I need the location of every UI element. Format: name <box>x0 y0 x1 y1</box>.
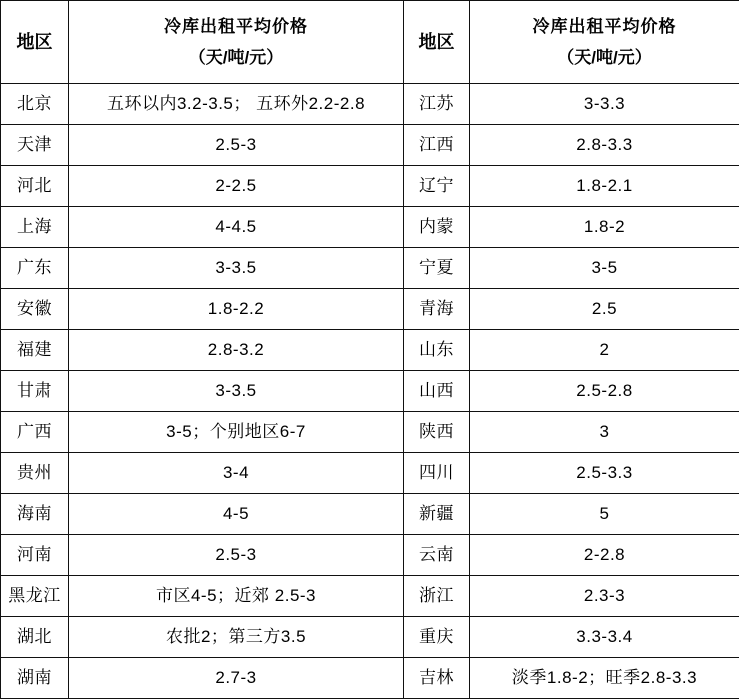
cell-region-left: 湖南 <box>1 658 69 699</box>
header-price-right <box>470 1 739 84</box>
table-row <box>1 535 739 576</box>
header-region-right: 地区 <box>404 1 470 84</box>
cell-price-right: 2.5-3.3 <box>470 453 739 494</box>
cell-price-left: 4-4.5 <box>69 207 404 248</box>
table-row <box>1 207 739 248</box>
cell-region-left: 上海 <box>1 207 69 248</box>
cell-price-right: 2.5 <box>470 289 739 330</box>
cell-price-left: 市区4-5；近郊 2.5-3 <box>69 576 404 617</box>
table-row <box>1 125 739 166</box>
cell-region-left: 广西 <box>1 412 69 453</box>
table-row <box>1 330 739 371</box>
header-price-left-line1: 冷库出租平均价格 <box>164 16 308 36</box>
table-row <box>1 576 739 617</box>
cell-region-right: 四川 <box>404 453 470 494</box>
cell-region-left: 广东 <box>1 248 69 289</box>
cell-price-right: 2-2.8 <box>470 535 739 576</box>
table-row <box>1 289 739 330</box>
table-header <box>1 1 739 84</box>
cell-region-left: 河南 <box>1 535 69 576</box>
cell-region-right: 江苏 <box>404 84 470 125</box>
cell-region-right: 云南 <box>404 535 470 576</box>
cell-price-right: 2.3-3 <box>470 576 739 617</box>
cell-price-left: 3-5；个别地区6-7 <box>69 412 404 453</box>
cell-price-right: 3-5 <box>470 248 739 289</box>
header-region-left: 地区 <box>1 1 69 84</box>
table-body <box>1 84 739 699</box>
cell-price-right: 2 <box>470 330 739 371</box>
cell-price-right: 2.8-3.3 <box>470 125 739 166</box>
cell-region-left: 北京 <box>1 84 69 125</box>
cell-price-left: 2.5-3 <box>69 535 404 576</box>
table-row <box>1 166 739 207</box>
header-price-left <box>69 1 404 84</box>
header-price-right-line1: 冷库出租平均价格 <box>532 16 677 36</box>
cell-region-left: 湖北 <box>1 617 69 658</box>
cell-region-left: 海南 <box>1 494 69 535</box>
cell-region-right: 宁夏 <box>404 248 470 289</box>
cell-price-left: 4-5 <box>69 494 404 535</box>
table-row <box>1 617 739 658</box>
cell-price-right: 3 <box>470 412 739 453</box>
cell-region-right: 江西 <box>404 125 470 166</box>
cell-region-right: 内蒙 <box>404 207 470 248</box>
cell-region-left: 福建 <box>1 330 69 371</box>
cell-price-right: 3-3.3 <box>470 84 739 125</box>
table-row <box>1 371 739 412</box>
header-price-left-line2: （天/吨/元） <box>188 48 284 67</box>
cell-region-right: 山东 <box>404 330 470 371</box>
cell-price-right: 3.3-3.4 <box>470 617 739 658</box>
cell-region-left: 黑龙江 <box>1 576 69 617</box>
cell-region-left: 贵州 <box>1 453 69 494</box>
table-row <box>1 412 739 453</box>
cell-price-left: 3-3.5 <box>69 371 404 412</box>
cell-region-right: 青海 <box>404 289 470 330</box>
cell-price-left: 1.8-2.2 <box>69 289 404 330</box>
cell-price-right: 1.8-2 <box>470 207 739 248</box>
header-row <box>1 1 739 84</box>
cell-region-left: 天津 <box>1 125 69 166</box>
cell-price-right: 淡季1.8-2；旺季2.8-3.3 <box>470 658 739 699</box>
header-price-right-line2: （天/吨/元） <box>557 48 652 67</box>
cell-price-left: 3-3.5 <box>69 248 404 289</box>
table-row <box>1 453 739 494</box>
cell-price-right: 5 <box>470 494 739 535</box>
table-row <box>1 248 739 289</box>
cell-region-left: 甘肃 <box>1 371 69 412</box>
cell-region-left: 河北 <box>1 166 69 207</box>
cell-region-right: 辽宁 <box>404 166 470 207</box>
cell-price-left: 2.8-3.2 <box>69 330 404 371</box>
cell-price-left: 2.5-3 <box>69 125 404 166</box>
cell-price-left: 五环以内3.2-3.5； 五环外2.2-2.8 <box>69 84 404 125</box>
cell-price-right: 2.5-2.8 <box>470 371 739 412</box>
cell-region-left: 安徽 <box>1 289 69 330</box>
table-row <box>1 658 739 699</box>
cell-price-right: 1.8-2.1 <box>470 166 739 207</box>
cell-price-left: 农批2；第三方3.5 <box>69 617 404 658</box>
cell-region-right: 陕西 <box>404 412 470 453</box>
cell-price-left: 3-4 <box>69 453 404 494</box>
cell-region-right: 浙江 <box>404 576 470 617</box>
cell-price-left: 2.7-3 <box>69 658 404 699</box>
cell-region-right: 吉林 <box>404 658 470 699</box>
cell-region-right: 新疆 <box>404 494 470 535</box>
cell-price-left: 2-2.5 <box>69 166 404 207</box>
table-row <box>1 494 739 535</box>
cell-region-right: 重庆 <box>404 617 470 658</box>
table-row <box>1 84 739 125</box>
cell-region-right: 山西 <box>404 371 470 412</box>
